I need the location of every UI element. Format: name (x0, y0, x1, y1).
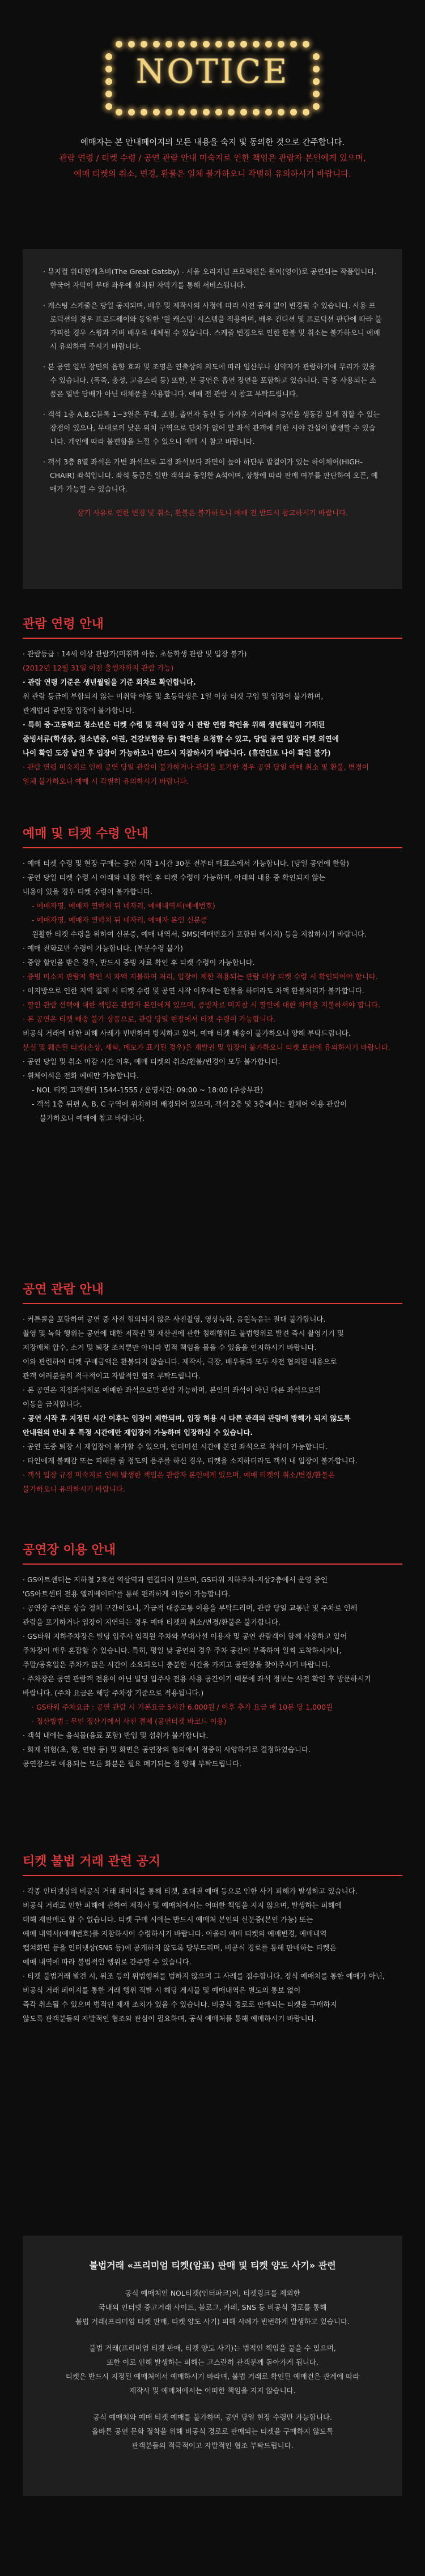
footer-line: 공식 예매처와 예매 티켓 예매를 불가하며, 공연 당일 현장 수령만 가능합니다. (92, 2413, 332, 2421)
section-line: · 화재 위험(초, 향, 연탄 등) 및 화면은 공연장의 협의에서 정중히 사양하기로 결정하였습니다. (23, 1745, 311, 1754)
section-divider (23, 1875, 402, 1876)
section-title: 관람 연령 안내 (23, 617, 104, 631)
section-line: 저장매체 압수, 소거 및 퇴장 조치뿐만 아니라 법적 책임을 물을 수 있음을 인지하시기 바랍니다. (23, 1343, 317, 1352)
section-title: 공연장 이용 안내 (23, 1543, 116, 1557)
footer-line: 불법 거래(프리미엄 티켓 판매, 티켓 양도 사기)는 법적인 책임을 물을 수 있으며, (89, 2344, 336, 2352)
marquee-bulb (290, 109, 297, 116)
marquee-bulb (178, 41, 185, 48)
section-line: 공연장으로 애용되는 모든 화분은 필요 폐기되는 점 양해 부탁드립니다. (23, 1759, 241, 1768)
marquee-bulb (313, 91, 320, 97)
notice-bullet: · 객석 1층 A,B,C블록 1~3열은 무대, 조명, 출연자 동선 등 가까운 거리에서 공연을 생동감 있게 접할 수 있는 장점이 있으나, 무대로의 낮은 위치 구역으로 단차가 없어 앞 좌석 관객에 의한 시야 간섭이 발생할 수 있습니다. 개인에 따라 불편함을 느낄 수 있으니 예매 시 참고 바랍니다. (43, 410, 380, 446)
section-line: 관계법리 공연장 입장이 불가합니다. (23, 706, 135, 715)
marquee-bulb (240, 109, 247, 116)
section-line: · 관람등급 : 14세 이상 관람가(미취학 아동, 초등학생 관람 및 입장 불가) (23, 650, 247, 658)
section-ticket (23, 824, 402, 1125)
section-line: · 객석 내에는 음식물(음료 포함) 반입 및 섭취가 불가합니다. (23, 1731, 209, 1740)
section-line: · 관람 연령 미숙지로 인해 공연 당일 관람이 불가하거나 관람을 포기한 경우 공연 당일 예매 취소 및 환불, 변경이 (23, 763, 369, 771)
marquee-bulb (228, 109, 235, 116)
section-line: · 커튼콜을 포함하여 공연 중 사전 협의되지 않은 사진촬영, 영상녹화, 음원녹음는 절대 불가합니다. (23, 1315, 326, 1323)
notice-bullet: · 본 공연 일부 장면의 음향 효과 및 조명은 연출상의 의도에 따라 임산부나 심약자가 관람하기에 무리가 있을 수 있습니다. (폭죽, 총성, 고음소리 등) 또한, 본 공연은 흡연 장면을 포함하고 있습니다. 극 중 사용되는 소품은 일반 담배가 아닌 대체품을 사용합니다. 예매 전 관람 시 참고 부탁드립니다. (43, 362, 377, 398)
marquee-bulb (141, 41, 147, 48)
section-illegal-trade (23, 1852, 402, 2026)
marquee-bulb (265, 41, 272, 48)
section-line: 내용이 있을 경우 티켓 수령이 불가합니다. (23, 887, 153, 896)
section-line: · 본 공연은 티켓 배송 불가 상품으로, 관람 당일 현장에서 티켓 수령이 가능합니다. (23, 1015, 276, 1023)
section-line: - 예매자명, 예매자 연락처 뒤 네자리, 예매내역서(예매번호) (32, 902, 215, 910)
section-age (23, 614, 402, 788)
footer-para-1 (45, 2286, 380, 2329)
section-divider (23, 1563, 402, 1565)
marquee-bulb (303, 41, 309, 48)
marquee-bulb (190, 109, 197, 116)
section-line: - 객석 1층 뒤편 A, B, C 구역에 위치하며 배정되어 있으며, 객석 2층 및 3층에서는 휠체어 이용 관람이 (32, 1100, 347, 1108)
marquee-bulb (228, 41, 235, 48)
section-line: · 예매 티켓 수령 및 현장 구매는 공연 시작 1시간 30분 전부터 매표소에서 가능합니다. (당일 공연에 한함) (23, 859, 350, 868)
section-line: · 특히 중·고등학교 청소년은 티켓 수령 및 객석 입장 시 관람 연령 확인을 위해 생년월일이 기재된 (23, 720, 325, 729)
marquee-bulb (128, 41, 135, 48)
section-line: 촬영 및 녹화 행위는 공연에 대한 저작권 및 재산권에 관한 침해행위로 불법행위로 발견 즉시 촬영기기 및 (23, 1329, 344, 1338)
footer-line: 불법 거래(프리미엄 티켓 판매, 티켓 양도 사기) 피해 사례가 빈번하게 발생하고 있습니다. (75, 2317, 350, 2326)
footer-para-2 (45, 2341, 380, 2398)
section-title: 티켓 불법 거래 관련 공지 (23, 1855, 161, 1869)
section-line: 분실 및 훼손된 티켓(손상, 세탁, 메모가 표기된 경우)은 재발권 및 입장이 불가하오니 티켓 보관에 유의하시기 바랍니다. (23, 1043, 390, 1052)
footer-line: 공식 예매처인 NOL티켓(인터파크)이, 티켓링크를 제외한 (125, 2289, 300, 2297)
section-line: 불가하오니 유의하시기 바랍니다. (23, 1485, 125, 1493)
marquee-bulb (240, 41, 247, 48)
section-line: · 이지방으로 인한 지역 결제 시 티켓 수령 및 공연 시작 이후에는 환불을 하더라도 차액 환불처리가 불가합니다. (23, 986, 364, 995)
section-line: · 관람 연령 기준은 생년월일을 기준 회차로 확인합니다. (23, 678, 196, 686)
illegal-trade-title: 불법거래 «프리미엄 티켓(암표) 판매 및 티켓 양도 사기» 관련 (89, 2260, 336, 2271)
section-line: - 예매자명, 예매자 연락처 뒤 네자리, 예매자 본인 신분증 (32, 916, 207, 924)
notice-box-warning: 상기 사유로 인한 변경 및 취소, 환불은 불가하오니 예매 전 반드시 참고하시기 바랍니다. (76, 509, 348, 517)
section-line: · 공연장 주변은 상습 정체 구간이오니, 가급적 대중교통 이용을 부탁드리며, 관람 당일 교통난 및 주차로 인해 (23, 1604, 358, 1612)
marquee-bulb (178, 109, 185, 116)
section-line: · 할인 관람 선택에 대한 책임은 관람자 본인에게 있으며, 증빙자료 미지참 시 할인에 대한 차액을 지불하셔야 합니다. (23, 1001, 380, 1009)
section-line: · 객석 입장 규정 미숙지로 인해 발생한 책임은 관람자 본인에게 있으며, 예매 티켓의 취소/변경/환불은 (23, 1471, 335, 1479)
section-line: 예매 내역서(예매번호)를 지참하시어 수령하시기 바랍니다. 아울러 예매 티켓의 예매변경, 예매내역 (23, 1929, 327, 1938)
section-line: · GS타워 지하주차장은 빌딩 입주사 임직원 주차와 부대사설 이용자 및 공연 관람객이 함께 사용하고 있어 (23, 1632, 347, 1641)
section-line: · 공연 당일 티켓 수령 시 아래와 내용 확인 후 티켓 수령이 가능하며, 아래의 내용 중 확인되지 않는 (23, 873, 326, 882)
section-title: 예매 및 티켓 수령 안내 (23, 827, 148, 841)
marquee-bulb (253, 41, 260, 48)
section-line: 위 관람 등급에 부합되지 않는 미취학 아동 및 초등학생은 1일 이상 티켓 구입 및 입장이 불가하며, (23, 692, 324, 700)
section-line: 관람을 포기하거나 입장이 지연되는 경우 예매 티켓의 취소/변경/환불은 불가합니다. (23, 1618, 280, 1626)
section-divider (23, 847, 402, 848)
section-line: · 공연 시작 후 지정된 시간 이후는 입장이 제한되며, 입장 허용 시 다른 관객의 관람에 방해가 되지 않도록 (23, 1414, 351, 1422)
marquee-bulb (141, 109, 147, 116)
section-line: 증빙서류(학생증, 청소년증, 여권, 건강보험증 등) 확인을 요청할 수 있고, 당일 공연 입장 티켓 외연에 (23, 734, 339, 743)
section-line: (2012년 12월 31일 이전 출생자까지 관람 가능) (23, 664, 174, 672)
illegal-trade-box (23, 2236, 402, 2496)
marquee-bulb (105, 91, 112, 97)
section-line: 나이 확인 도장 날인 후 입장이 가능하오니 반드시 지참하시기 바랍니다. (휴먼인포 나이 확인 불가) (23, 749, 331, 757)
section-line: 않도록 관객분들의 자발적인 협조와 관심이 필요하며, 공식 예매처를 통해 예매하시기 바랍니다. (23, 2014, 317, 2023)
marquee-bulb (203, 41, 210, 48)
marquee-bulb (278, 41, 284, 48)
section-line: 즉각 취소될 수 있으며 법적인 제재 조치가 있을 수 있습니다. 비공식 경로로 판매되는 티켓을 구매하지 (23, 2000, 337, 2009)
section-line: · 증빙 미소지 관람자 할인 시 차액 지불하여 처리, 입장이 제한 적용되는 관람 대상 티켓 수령 시 확인되어야 합니다. (23, 972, 378, 981)
section-viewing (23, 1280, 402, 1496)
marquee-bulb (105, 103, 112, 110)
notice-bullet: · 캐스팅 스케줄은 당일 공지되며, 배우 및 제작사의 사정에 따라 사전 공지 없이 변경될 수 있습니다. 사용 프로덕션의 경우 프로드웨이와 동일한 '원 캐스팅' 시스템을 적용하며, 배우 컨디션 및 프로덕션 판단에 따라 불가피한 경우 스윙과 커버 배우로 대체될 수 있습니다. 스케줄 변경으로 인한 환불 및 취소는 불가하오니 예매 시 유의하여 주시기 바랍니다. (43, 301, 382, 351)
section-line: · 공연 당일 및 취소 마감 시간 이후, 예매 티켓의 취소/환불/변경이 모두 불가합니다. (23, 1057, 280, 1066)
section-line: · 중앙 할인을 받은 경우, 반드시 증빙 자료 확인 후 티켓 수령이 가능합니다. (23, 958, 255, 967)
marquee-bulb (190, 41, 197, 48)
section-venue (23, 1540, 402, 1771)
section-line: 불가하오니 예매에 참고 바랍니다. (40, 1114, 144, 1122)
intro-text (34, 135, 391, 182)
marquee-bulb (165, 109, 172, 116)
section-line: - NOL 티켓 고객센터 1544-1555 / 운영시간: 09:00 ~ 18:00 (주중무관) (32, 1086, 264, 1094)
marquee-bulb (313, 103, 320, 110)
section-line: 이와 관련하여 티켓 구매금액은 환불되지 않습니다. 제작사, 극장, 배우들과 모두 사전 협의된 내용으로 (23, 1357, 337, 1366)
marquee-bulb (153, 41, 160, 48)
marquee-bulb (253, 109, 260, 116)
footer-line: 또한 이로 인해 발생하는 피해는 고스란히 관객분께 돌아가게 됩니다. (107, 2358, 318, 2366)
section-line: · 타인에게 불쾌감 또는 피해를 줄 정도의 음주를 하신 경우, 티켓을 소지하더라도 객석 내 입장이 불가합니다. (23, 1456, 358, 1465)
marquee-bulb (303, 109, 309, 116)
intro-line-red: 관람 연령 / 티켓 수령 / 공연 관람 안내 미숙지로 인한 책임은 관람자 본인에게 있으며, (59, 154, 366, 163)
title-wrap (0, 52, 425, 91)
section-line: 일체 불가하오니 예매 시 각별히 유의하시기 바랍니다. (23, 777, 189, 785)
section-line: 비공식 거래 페이지를 통한 거래 행위 적발 시 해당 게시물 및 예매내역은 별도의 통보 없이 (23, 1986, 301, 1994)
footer-line: 티켓은 반드시 지정된 예매처에서 예매하시기 바라며, 불법 거래로 확인된 예매건은 관계에 따라 (65, 2372, 360, 2381)
section-line: 캡쳐화면 등을 인터넷상(SNS 등)에 공개하지 않도록 당부드리며, 비공식 경로를 통해 판매하는 티켓은 (23, 1943, 337, 1952)
intro-line-red: 예매 티켓의 취소, 변경, 환불은 일체 불가하오니 각별히 유의하시기 바랍니다. (74, 170, 351, 179)
section-line: · 정산방법 : 무인 정산기에서 사전 결제 (공연티켓 바코드 이용) (32, 1717, 227, 1725)
section-line: 비공식 거래로 인한 피해에 관하여 제작사 및 예매처에서는 어떠한 책임을 지지 않으며, 발생하는 피해에 (23, 1901, 342, 1909)
section-line: 이동을 금지합니다. (23, 1400, 82, 1408)
section-line: 비공식 거래에 대한 피해 사례가 빈번하여 방지하고 있어, 예매 티켓 배송이 불가하오니 양해 부탁드립니다. (23, 1029, 351, 1037)
marquee-bulb (203, 109, 210, 116)
marquee-bulb (116, 41, 122, 48)
intro-line-white: 예매자는 본 안내페이지의 모든 내용을 숙지 및 동의한 것으로 간주합니다. (80, 138, 345, 147)
marquee-bulb (215, 109, 222, 116)
notice-bullet: · 뮤지컬 위대한개츠비(The Great Gatsby) - 서울 오리지널 프로덕션은 원어(영어)로 공연되는 작품입니다. 한국어 자막이 무대 좌우에 설치된 자막기를 통해 서비스됩니다. (43, 267, 377, 289)
notice-header (0, 0, 425, 249)
section-line: · 주차장은 공연 관람객 전용이 아닌 빌딩 입주사 전용 사용 공간이기 때문에 좌석 정보는 사전 확인 후 방문하시기 (23, 1674, 371, 1683)
notice-box (23, 249, 402, 589)
footer-line: 제작사 및 예매처에서는 어떠한 책임을 지지 않습니다. (129, 2386, 296, 2395)
marquee-bulb (278, 109, 284, 116)
section-line: 원활한 티켓 수령을 위하여 신분증, 예매 내역서, SMS(예매번호가 포함된 메시지) 등을 지참하시기 바랍니다. (32, 930, 367, 938)
marquee-bulb (116, 109, 122, 116)
section-divider (23, 1303, 402, 1304)
marquee-bulb (153, 109, 160, 116)
notice-bullet: · 객석 3층 8열 좌석은 가변 좌석으로 고정 좌석보다 좌면이 높아 하단부 발걸이가 있는 하이체어(HIGH-CHAIR) 좌석입니다. 좌석 등급은 일반 객석과 동일한 A석이며, 상황에 따라 판매 여부를 판단하여 오픈, 예매가 가능할 수 있습니다. (43, 458, 378, 493)
marquee-bulb (215, 41, 222, 48)
section-line: 'GS아트센터 전용 엘리베이터'를 통해 편리하게 이동이 가능합니다. (23, 1590, 231, 1598)
section-line: 안내원의 안내 후 특정 시간에만 재입장이 가능하며 입장하실 수 있습니다. (23, 1428, 253, 1437)
marquee-bulb (290, 41, 297, 48)
marquee-bulb (128, 109, 135, 116)
marquee-bulb (265, 109, 272, 116)
section-line: · 예매 전화로만 수령이 가능합니다. (부분수령 불가) (23, 944, 184, 952)
section-line: · 공연 도중 퇴장 시 재입장이 불가할 수 있으며, 인터미션 시간에 본인 좌석으로 착석이 가능합니다. (23, 1442, 328, 1451)
section-line: · 각종 인터넷상의 비공식 거래 페이지를 통해 티켓, 초대권 예매 등으로 인한 사기 피해가 발생하고 있습니다. (23, 1887, 358, 1895)
section-line: 주차장이 매우 혼잡할 수 있습니다. 특히, 평일 낮 공연의 경우 주차 공간이 부족하여 일찍 도착하시거나, (23, 1646, 342, 1655)
footer-line: 국내외 인터넷 중고거래 사이트, 블로그, 카페, SNS 등 비공식 경로를 통해 (98, 2303, 327, 2312)
section-line: 예매 내역에 따라 불법적인 행위로 간주할 수 있습니다. (23, 1958, 192, 1966)
section-line: · GS아트센터는 지하철 2호선 역삼역과 연결되어 있으며, GS타워 지하주차-지상2층에서 운영 중인 (23, 1575, 328, 1584)
notice-title: NOTICE (135, 52, 290, 91)
section-line: · GS타워 주차요금 : 공연 관람 시 기본요금 5시간 6,000원 / 이후 추가 요금 매 10분 당 1,000원 (32, 1703, 333, 1711)
section-line: · 티켓 불법거래 발견 시, 위조 등의 위법행위를 범하지 않으며 그 사례를 접수합니다. 정식 예매처를 통한 예매가 아닌, (23, 1972, 385, 1980)
section-line: 대해 재판매도 할 수 없습니다. 티켓 구매 시에는 반드시 예매처 본인의 신분증(본인 가능) 또는 (23, 1915, 313, 1924)
section-line: 바랍니다. (주차 요금은 해당 주차장 기준으로 적용됩니다.) (23, 1689, 204, 1697)
footer-line: 올바른 공연 문화 정착을 위해 비공식 경로로 판매되는 티켓을 구매하지 않도록 (91, 2427, 334, 2436)
marquee-bulb (165, 41, 172, 48)
section-line: · 본 공연은 지정좌석제로 예매한 좌석으로만 관람 가능하며, 본인의 좌석이 아닌 다른 좌석으로의 (23, 1386, 321, 1394)
section-line: 주말/공휴일은 주차가 많은 시간이 소요되오니 충분한 시간을 가지고 공연장을 찾아주시기 바랍니다. (23, 1660, 330, 1669)
section-title: 공연 관람 안내 (23, 1283, 104, 1297)
section-line: 관객 여러분들의 적극적이고 자발적인 협조 부탁드립니다. (23, 1372, 201, 1380)
footer-para-3 (45, 2410, 380, 2453)
section-line: · 휠체어석은 전화 예매만 가능합니다. (23, 1071, 139, 1080)
footer-line: 관객분들의 적극적이고 자발적인 협조 부탁드립니다. (131, 2441, 294, 2450)
section-divider (23, 638, 402, 639)
